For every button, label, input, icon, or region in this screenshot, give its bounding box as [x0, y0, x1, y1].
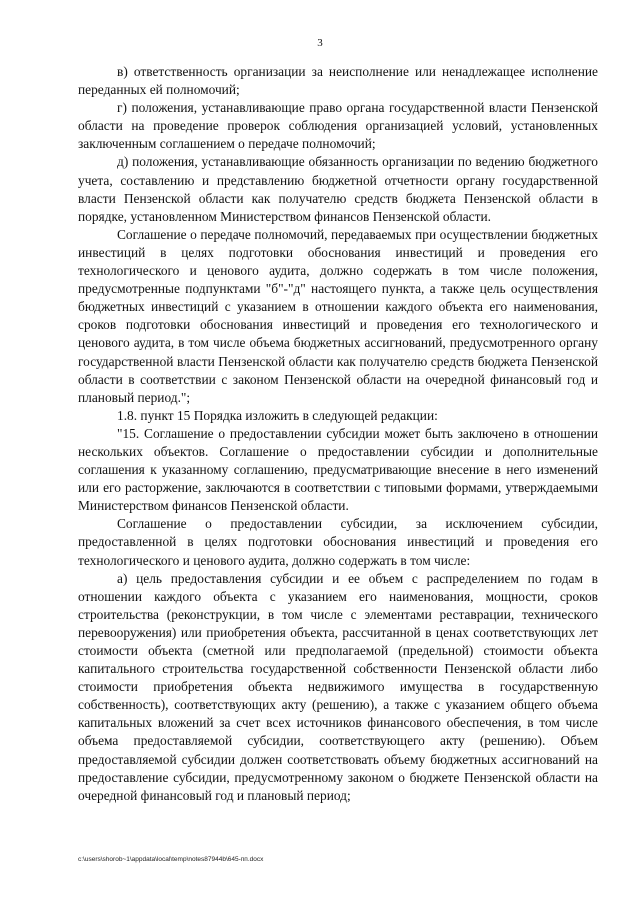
page-number: 3 [317, 37, 323, 49]
paragraph-subitem-g: г) положения, устанавливающие право органа государственной власти Пензенской области на проведение проверок соблюдения организацией условий, установленных заключенным соглашением о передаче полномочий; [78, 100, 598, 152]
paragraph-agreement-transfer: Соглашение о передаче полномочий, передаваемых при осуществлении бюджетных инвестиций в целях подготовки обоснования инвестиций и проведения его технологического и ценового аудита, должно содержать в том числе положения, предусмотренные подпунктами "б"-"д" настоящего пункта, а также цель осуществления бюджетных инвестиций с указанием в отношении каждого объекта его наименования, сроков подготовки обоснования инвестиций и проведения его технологического и ценового аудита, в том числе объема бюджетных ассигнований, предусмотренного органу государственной власти Пензенской области как получателю средств бюджета Пензенской области в соответствии с законом Пензенской области на очередной финансовый год и плановый период."; [78, 226, 598, 405]
file-path-footer: c:\users\shorob~1\appdata\local\temp\notes87944b\645-пп.docx [78, 856, 264, 863]
document-body [78, 63, 598, 805]
paragraph-amendment-1-8: 1.8. пункт 15 Порядка изложить в следующей редакции: [117, 407, 438, 423]
paragraph-subitem-d: д) положения, устанавливающие обязанность организации по ведению бюджетного учета, составлению и представлению бюджетной отчетности органу государственной власти Пензенской области как получателю средств бюджета Пензенской области в порядке, установленном Министерством финансов Пензенской области. [78, 154, 598, 224]
paragraph-item-15: "15. Соглашение о предоставлении субсидии может быть заключено в отношении нескольких объектов. Соглашение о предоставлении субсидии и дополнительные соглашения к указанному соглашению, предусматривающие внесение в него изменений или его расторжение, заключаются в соответствии с типовыми формами, утверждаемыми Министерством финансов Пензенской области. [78, 425, 598, 514]
paragraph-subitem-a: а) цель предоставления субсидии и ее объем с распределением по годам в отношении каждого объекта с указанием его наименования, мощности, сроков строительства (реконструкции, в том числе с элементами реставрации, технического перевооружения) или приобретения объекта, рассчитанной в ценах соответствующих лет стоимости объекта (сметной или предполагаемой (предельной) стоимости объекта капитального строительства государственной собственности Пензенской области либо стоимости приобретения объекта недвижимого имущества в государственную собственность), соответствующих акту (решению), а также с указанием общего объема капитальных вложений за счет всех источников финансового обеспечения, в том числе объема предоставляемой субсидии, соответствующего акту (решению). Объем предоставляемой субсидии должен соответствовать объему бюджетных ассигнований на предоставление субсидии, предусмотренному законом о бюджете Пензенской области на очередной финансовый год и плановый период; [78, 570, 598, 803]
paragraph-subitem-v: в) ответственность организации за неисполнение или ненадлежащее исполнение переданных ей полномочий; [78, 64, 598, 98]
paragraph-subsidy-agreement: Соглашение о предоставлении субсидии, за исключением субсидии, предоставленной в целях подготовки обоснования инвестиций и проведения его технологического и ценового аудита, должно содержать в том числе: [78, 516, 598, 568]
